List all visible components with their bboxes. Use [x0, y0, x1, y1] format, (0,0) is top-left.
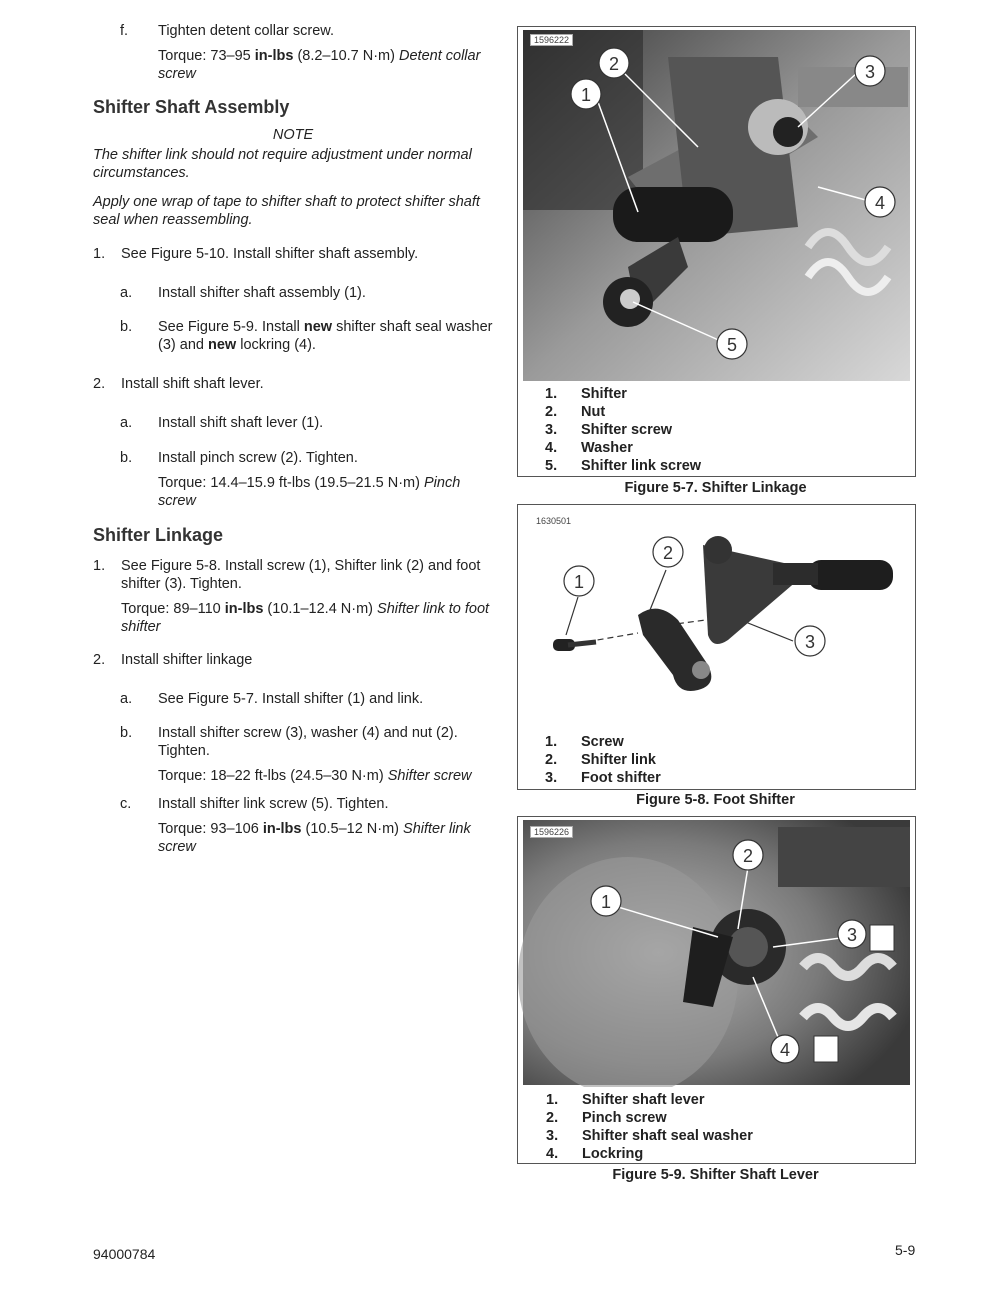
- fig59-callout-2: 2: [742, 846, 754, 866]
- fig57-caption: Figure 5-7. Shifter Linkage: [624, 480, 807, 496]
- section1-step-1b: b. See Figure 5-9. Install new shifter shaft seal washer (3) and new lockring (4).: [120, 319, 493, 353]
- note-text-2: Apply one wrap of tape to shifter shaft to protect shifter shaft seal when reassembling.: [93, 194, 480, 228]
- legend-item: 2. Nut: [545, 404, 606, 420]
- section1-step-1: 1. See Figure 5-10. Install shifter shaft assembly.: [93, 246, 419, 262]
- step-f-torque: Torque: 73–95 in-lbs (8.2–10.7 N·m) Detent collar screw: [158, 48, 481, 82]
- figure-5-8: [517, 504, 916, 790]
- instructions-column: [93, 22, 493, 856]
- fig57-callout-1: 1: [580, 85, 592, 105]
- document-number: 94000784: [93, 1246, 156, 1262]
- do-not-reuse-icon: [814, 1036, 838, 1062]
- figure-5-9: [517, 816, 916, 1164]
- section1-step-1a: a. Install shifter shaft assembly (1).: [120, 285, 366, 301]
- shifter-linkage-photo: [518, 27, 915, 383]
- section2-step-2c: c. Install shifter link screw (5). Tighten. Torque: 93–106 in-lbs (10.5–12 N·m) Shifter link screw: [120, 796, 471, 855]
- section-title-shaft-assembly: Shifter Shaft Assembly: [93, 97, 290, 117]
- fig58-image-id: 1630501: [536, 516, 572, 526]
- section1-step-2b: b. Install pinch screw (2). Tighten. Torque: 14.4–15.9 ft-lbs (19.5–21.5 N·m) Pinch screw: [120, 450, 461, 509]
- page-number: 5-9: [895, 1242, 916, 1258]
- figure-5-7: [517, 26, 916, 477]
- legend-item: 3. Foot shifter: [545, 770, 661, 786]
- fig59-image-id: 1596226: [530, 826, 573, 838]
- legend-item: 4. Washer: [545, 440, 633, 456]
- shifter-shaft-lever-photo: [518, 817, 915, 1087]
- legend-item: 2. Shifter link: [545, 752, 656, 768]
- fig57-legend: [545, 385, 701, 475]
- legend-item: 2. Pinch screw: [546, 1110, 667, 1126]
- step-f-number: f.: [120, 23, 129, 39]
- fig59-callout-1: 1: [600, 892, 612, 912]
- fig57-image-id: 1596222: [530, 34, 573, 46]
- legend-item: 1. Screw: [545, 734, 624, 750]
- legend-item: 1. Shifter shaft lever: [546, 1092, 705, 1108]
- note-heading: NOTE: [272, 127, 314, 143]
- fig59-callout-4: 4: [779, 1040, 791, 1060]
- legend-item: 3. Shifter screw: [545, 422, 673, 438]
- fig59-callout-3: 3: [846, 925, 858, 945]
- legend-item: 4. Lockring: [546, 1146, 644, 1162]
- fig57-callout-5: 5: [726, 335, 738, 355]
- do-not-reuse-icon: [870, 925, 894, 951]
- fig58-callout-2: 2: [662, 543, 674, 563]
- fig57-callout-4: 4: [874, 193, 886, 213]
- section-title-shifter-linkage: Shifter Linkage: [93, 525, 224, 545]
- section2-step-2: 2. Install shifter linkage: [93, 652, 253, 668]
- section2-step-2b: b. Install shifter screw (3), washer (4) and nut (2). Tighten. Torque: 18–22 ft-lbs (24.5–30 N·m) Shifter screw: [120, 725, 472, 784]
- fig58-legend: [545, 733, 661, 787]
- note-text-1: The shifter link should not require adjustment under normal circumstances.: [93, 147, 472, 181]
- foot-shifter-illustration: [518, 505, 915, 725]
- section2-step-1: 1. See Figure 5-8. Install screw (1), Shifter link (2) and foot shifter (3). Tighten. Torque: 89–110 in-lbs (10.1–12.4 N·m) Shifter link to foot shifter: [93, 558, 490, 635]
- step-f-text: Tighten detent collar screw.: [158, 23, 334, 39]
- fig59-legend: [546, 1091, 753, 1163]
- fig58-callout-3: 3: [804, 632, 816, 652]
- section1-step-2a: a. Install shift shaft lever (1).: [120, 415, 324, 431]
- fig59-caption: Figure 5-9. Shifter Shaft Lever: [612, 1167, 819, 1183]
- section1-step-2: 2. Install shift shaft lever.: [93, 376, 264, 392]
- fig58-caption: Figure 5-8. Foot Shifter: [636, 792, 795, 808]
- legend-item: 1. Shifter: [545, 386, 627, 402]
- fig58-callout-1: 1: [573, 572, 585, 592]
- step-f: [93, 22, 493, 83]
- legend-item: 5. Shifter link screw: [545, 458, 702, 474]
- section2-step-2a: a. See Figure 5-7. Install shifter (1) and link.: [120, 691, 424, 707]
- fig57-callout-3: 3: [864, 62, 876, 82]
- fig57-callout-2: 2: [608, 54, 620, 74]
- legend-item: 3. Shifter shaft seal washer: [546, 1128, 753, 1144]
